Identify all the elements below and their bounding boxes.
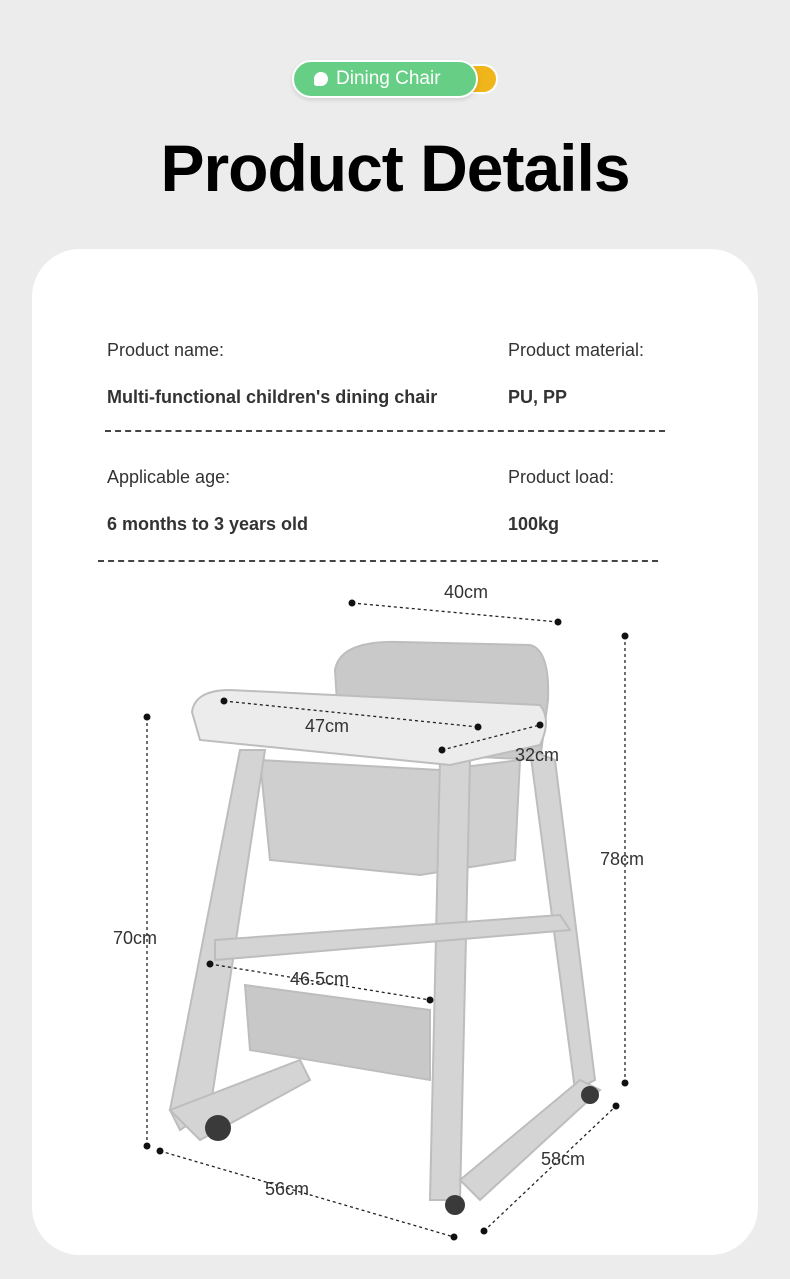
- load-label: Product load:: [508, 467, 615, 487]
- dim-height: 78cm: [600, 849, 645, 869]
- load-value: 100kg: [508, 514, 560, 534]
- name-value: Multi-functional children's dining chair: [107, 387, 438, 407]
- name-label: Product name:: [107, 340, 225, 360]
- dim-seat-height: 70cm: [113, 928, 158, 948]
- dim-base-depth: 58cm: [541, 1149, 586, 1169]
- page-title: Product Details: [160, 131, 630, 205]
- badge-label: Dining Chair: [336, 68, 441, 89]
- dim-back-width: 40cm: [444, 582, 489, 602]
- dim-footrest: 46.5cm: [290, 969, 350, 989]
- material-value: PU, PP: [508, 387, 568, 407]
- dim-tray-depth: 32cm: [515, 745, 560, 765]
- dim-tray-width: 47cm: [305, 716, 350, 736]
- age-label: Applicable age:: [107, 467, 231, 487]
- dim-base-width: 56cm: [265, 1179, 310, 1199]
- age-value: 6 months to 3 years old: [107, 514, 309, 534]
- material-label: Product material:: [508, 340, 645, 360]
